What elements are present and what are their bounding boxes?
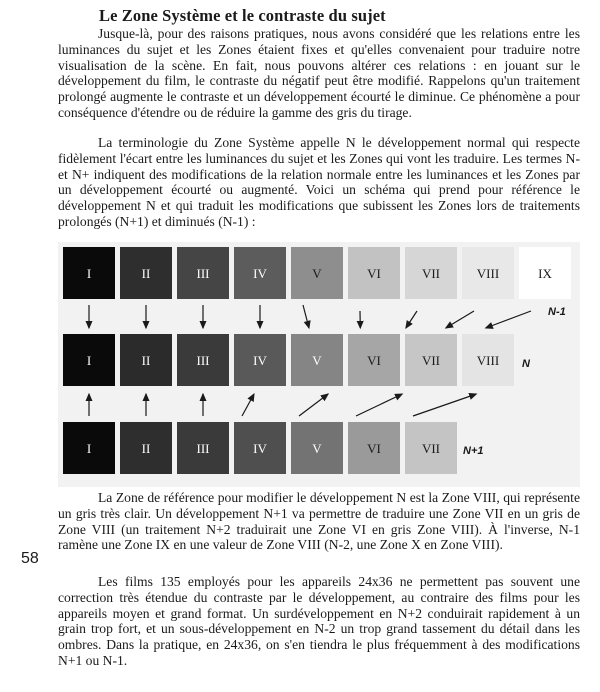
zone-label-n-plus-1-vii: VII xyxy=(421,441,441,456)
paragraph-35mm-films: Les films 135 employés pour les appareils 24x36 ne permettent pas souvent une correction très étendue du contraste par le développement, au contraire des films pour les appareils moyen et grand format. Un surdéveloppement en N+2 conduirait rapidement à un grain trop fort, et un sous-développement en N-2 un trop grand tassement du détail dans les ombres. Dans la pratique, en 24x36, on s'en tiendra le plus fréquemment à des modifications N+1 ou N-1. xyxy=(58,574,580,668)
page-title: Le Zone Système et le contraste du sujet xyxy=(99,6,386,25)
row-label-n-minus-1: N-1 xyxy=(548,306,566,318)
zone-label-n-viii: VIII xyxy=(476,353,500,368)
zone-label-n-iii: III xyxy=(196,353,210,368)
zone-label-n-vii: VII xyxy=(421,353,441,368)
zone-label-n-plus-1-ii: II xyxy=(141,441,151,456)
zone-label-n-plus-1-vi: VI xyxy=(367,441,381,456)
zone-label-n-minus-1-iv: IV xyxy=(253,266,267,281)
paragraph-intro: Jusque-là, pour des raisons pratiques, nous avons considéré que les relations entre les luminances du sujet et les Zones étaient fixes et qu'elles convenaient pour traduire notre visualisation de la scène. En fait, nous pouvons altérer ces relations : en jouant sur le développement du film, le contraste du négatif peut être modifié. Rappelons qu'un traitement prolongé augmente le contraste et un développement écourté le diminue. Ce phénomène a pour conséquence d'étendre ou de réduire la gamme des gris du tirage. xyxy=(58,26,580,120)
zone-label-n-minus-1-i: I xyxy=(86,266,92,281)
zone-development-diagram xyxy=(58,242,580,487)
zone-label-n-iv: IV xyxy=(253,353,267,368)
page-number: 58 xyxy=(21,550,39,567)
zone-label-n-plus-1-iv: IV xyxy=(253,441,267,456)
paragraph-terminology: La terminologie du Zone Système appelle N le développement normal qui respecte fidèlement l'écart entre les luminances du sujet et les Zones qui vont les traduire. Les termes N- et N+ indiquent des modifications de la relation normale entre les luminances et les Zones par un développement écourté ou augmenté. Voici un schéma qui prend pour référence le développement N et qui traduit les modifications que subissent les Zones lors de traitements prolongés (N+1) et diminués (N-1) : xyxy=(58,135,580,229)
zone-label-n-plus-1-v: V xyxy=(312,441,322,456)
zone-label-n-minus-1-iii: III xyxy=(196,266,210,281)
zone-label-n-v: V xyxy=(312,353,322,368)
zone-label-n-plus-1-iii: III xyxy=(196,441,210,456)
zone-label-n-minus-1-ii: II xyxy=(141,266,151,281)
row-label-n-plus-1: N+1 xyxy=(463,445,484,457)
zone-label-n-i: I xyxy=(86,353,92,368)
zone-label-n-vi: VI xyxy=(367,353,381,368)
zone-label-n-ii: II xyxy=(141,353,151,368)
zone-label-n-minus-1-v: V xyxy=(312,266,322,281)
zone-label-n-plus-1-i: I xyxy=(86,441,92,456)
row-label-n: N xyxy=(522,358,530,370)
zone-label-n-minus-1-vii: VII xyxy=(421,266,441,281)
paragraph-reference-zone: La Zone de référence pour modifier le développement N est la Zone VIII, qui représente un gris très clair. Un développement N+1 va permettre de traduire une Zone VII en un gris de Zone VIII (un traitement N+2 traduirait une Zone VI en gris Zone VIII). À l'inverse, N-1 ramène une Zone IX en une valeur de Zone VIII (N-2, une Zone X en Zone VIII). xyxy=(58,490,580,553)
zone-label-n-minus-1-viii: VIII xyxy=(476,266,500,281)
zone-label-n-minus-1-ix: IX xyxy=(538,266,552,281)
zone-label-n-minus-1-vi: VI xyxy=(367,266,381,281)
